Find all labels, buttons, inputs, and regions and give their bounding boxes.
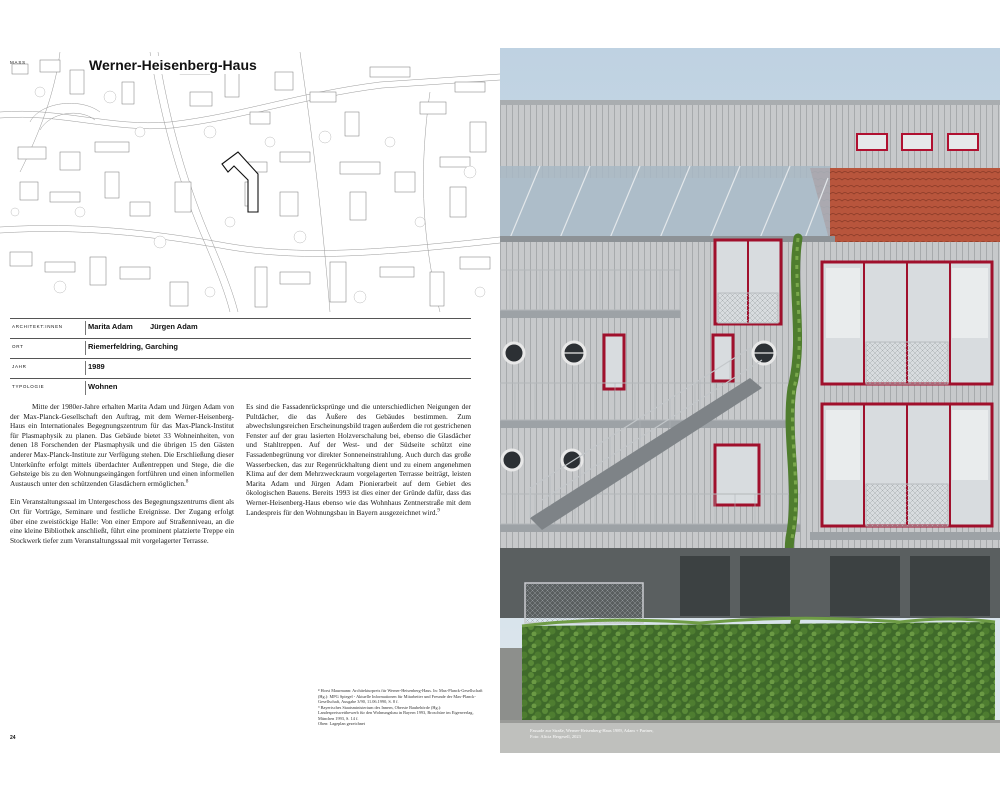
column-divider	[85, 341, 86, 355]
location-value: Riemerfeldring, Garching	[88, 342, 179, 351]
page-number: 24	[10, 735, 16, 741]
caption-line: Foto: Alicia Hergesell, 2023	[530, 734, 581, 739]
body-column-1	[10, 402, 234, 545]
column-divider	[85, 381, 86, 395]
paragraph	[246, 402, 471, 517]
body-column-2	[246, 402, 471, 517]
info-row-year	[10, 358, 471, 378]
footnote: ⁸ Horst Maurmann: Architekturpreis für Werner-Heisenberg-Haus. In: Max-Planck-Gesellschaft (Hg.): MPG Spiegel - Aktuelle Informationen für Mitarbeiter und Freunde der Max-Planck-Gesellschaft, Ausgabe 3/90, 11.06.1990, S. 8 f.	[318, 688, 483, 704]
project-info-table	[10, 318, 471, 398]
column-divider	[85, 321, 86, 335]
site-plan-drawing	[0, 52, 500, 312]
year-key: JAHR	[12, 364, 27, 369]
building-facade-photo	[500, 48, 1000, 753]
typology-key: TYPOLOGIE	[12, 384, 45, 389]
architect-name: Marita Adam	[88, 322, 133, 331]
info-row-architects	[10, 318, 471, 338]
project-title: Werner-Heisenberg-Haus	[86, 56, 261, 74]
paragraph	[10, 402, 234, 488]
architects-key: ARCHITEKT:INNEN	[12, 324, 63, 329]
year-value: 1989	[88, 362, 105, 371]
info-row-typology	[10, 378, 471, 398]
paragraph: Ein Veranstaltungssaal im Untergeschoss des Begegnungszentrums dient als Ort für Vorträge, Seminare und festliche Ereignisse. Der Zugang erfolgt über eine zweistöckige Halle: Von einer Empore auf Straßenniveau, an die eine kleine Bibliothek anschließt, führt eine prominent platzierte Treppe ein Stockwerk tiefer zum Veranstaltungssaal mit vorgelagerter Terrasse.	[10, 497, 234, 545]
photo-caption	[530, 728, 770, 740]
footnote: ⁹ Bayerisches Staatsministerium des Innern, Oberste Baubehörde (Hg.): Landespreiswettbewerb für den Wohnungsbau in Bayern 1993, Broschüre im Eigenverlag, München 1993, S. 14 f.	[318, 704, 474, 721]
typology-value: Wohnen	[88, 382, 118, 391]
paragraph-text: Es sind die Fassadenrücksprünge und die unterschiedlichen Neigungen der Pultdächer, die das Äußere des Gebäudes bestimmen. Zum abwechslungsreichen Erscheinungsbild tragen außerdem die rot gestrichenen Fenster auf der grau lasierten Holzverschalung bei, ebenso die Glasdächer und Stahltreppen. Auf der West- und der Südseite schützt eine Fassadenbegrünung vor direkter Sonneneinstrahlung. Auch durch das große Wasserbecken, das zur Regenrückhaltung dient und zu einem angenehmen Klima auf der dem Mehrzweckraum vorgelagerten Terrasse beiträgt, leisten Marita Adam und Jürgen Adam Pionierarbeit auf dem Gebiet des ökologischen Bauens. Bereits 1993 ist dies einer der Gründe dafür, dass das Werner-Heisenberg-Haus ebenso wie das Wohnhaus Zentnerstraße mit dem Landespreis für den Wohnungsbau in Bayern ausgezeichnet wird.	[246, 402, 471, 517]
left-page	[0, 52, 500, 752]
caption-line: Fassade zur Straße, Werner-Heisenberg-Haus 1989, Adam + Partner,	[530, 728, 654, 733]
architect-name: Jürgen Adam	[150, 322, 198, 331]
info-row-location	[10, 338, 471, 358]
footnote-ref: 9	[437, 508, 440, 514]
paragraph-text: Mitte der 1980er-Jahre erhalten Marita Adam und Jürgen Adam von der Max-Planck-Gesellschaft den Auftrag, mit dem Werner-Heisenberg-Haus ein Internationales Begegnungszentrum für das Max-Planck-Institut für Plasmaphysik zu planen. Das Gebäude bietet 33 Wohneinheiten, von denen 18 Forschenden der Plasmaphysik und die übrigen 15 den Gästen anderer Max-Planck-Institute zur Verfügung stehen. Die Erschließung dieser Unterkünfte erfolgt mittels überdachter Außentreppen und Stege, die die Gehsteige bis zu den Wohnungseingängen fortführen und einen informellen Austausch unter den schützenden Glasdächern ermöglichen.	[10, 402, 234, 488]
section-label: MASS	[10, 60, 26, 65]
location-key: ORT	[12, 344, 24, 349]
footnote-ref: 8	[185, 479, 189, 485]
footnotes	[318, 688, 483, 727]
column-divider	[85, 361, 86, 375]
plan-credit: Oben: Lageplan gezeichnet	[318, 721, 366, 726]
